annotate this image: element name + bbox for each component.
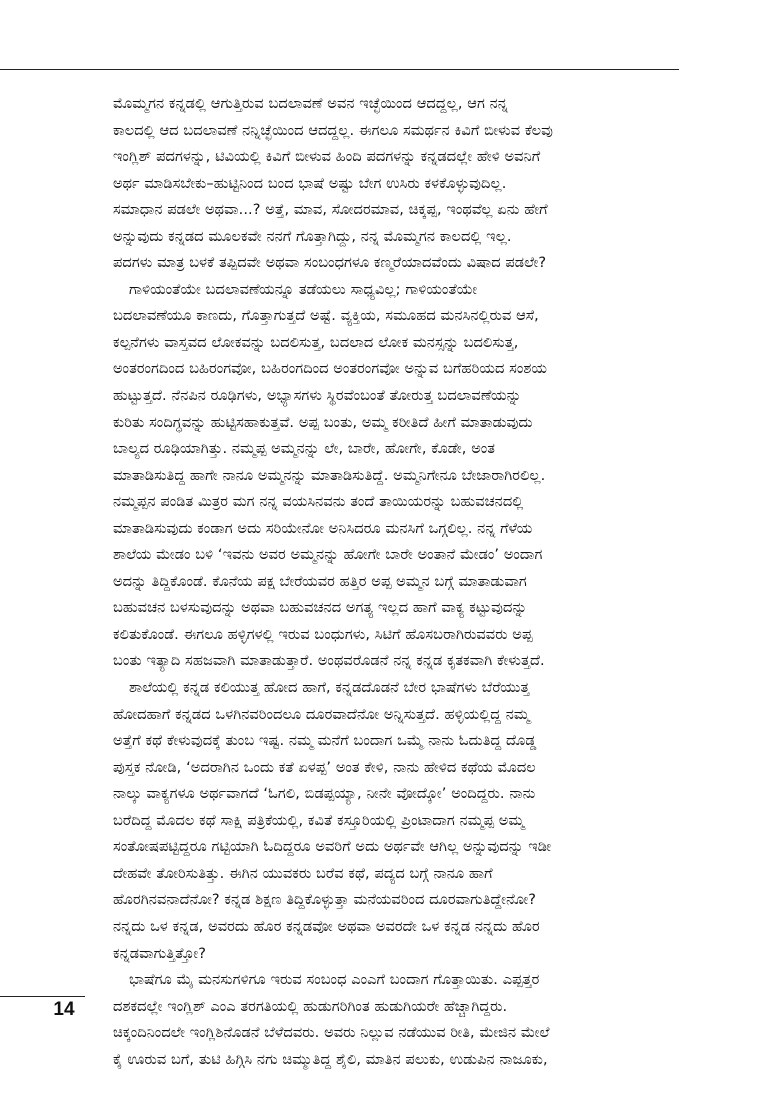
- text-line: ಪದಗಳು ಮಾತ್ರ ಬಳಕೆ ತಪ್ಪಿದವೇ ಅಥವಾ ಸಂಬಂಧಗಳೂ ಕಣ್ಮರೆಯಾದವೆಂದು ವಿಷಾದ ಪಡಲೇ?: [113, 255, 547, 272]
- text-line: ನಮ್ಮಪ್ಪನ ಪಂಡಿತ ಮಿತ್ರರ ಮಗ ನನ್ನ ವಯಸಿನವನು ತಂದೆ ತಾಯಿಯರನ್ನು ಬಹುವಚನದಲ್ಲಿ: [113, 494, 524, 511]
- text-line: ಅತ್ತೆಗೆ ಕಥೆ ಕೇಳುವುದಕ್ಕೆ ತುಂಬ ಇಷ್ಟ. ನಮ್ಮ ಮನೆಗೆ ಬಂದಾಗ ಒಮ್ಮೆ ನಾನು ಓದುತಿದ್ದ ದೊಡ್ಡ: [113, 733, 537, 750]
- text-line: ಬರೆದಿದ್ದ ಮೊದಲ ಕಥೆ ಸಾಕ್ಷಿ ಪತ್ರಿಕೆಯಲ್ಲಿ, ಕವಿತೆ ಕಸ್ತೂರಿಯಲ್ಲಿ ಪ್ರಿಂಟಾದಾಗ ನಮ್ಮಪ್ಪ ಅಮ್ಮ: [113, 812, 525, 829]
- text-line: ಮೊಮ್ಮಗನ ಕನ್ನಡಲ್ಲಿ ಆಗುತ್ತಿರುವ ಬದಲಾವಣೆ ಅವನ ಇಚ್ಛೆಯಿಂದ ಆದದ್ದಲ್ಲ, ಆಗ ನನ್ನ: [113, 96, 508, 112]
- text-line: ಕಲಿತುಕೊಂಡೆ. ಈಗಲೂ ಹಳ್ಳಿಗಳಲ್ಲಿ ಇರುವ ಬಂಧುಗಳು, ಸಿಟಿಗೆ ಹೊಸಬರಾಗಿರುವವರು ಅಪ್ಪ: [113, 626, 533, 643]
- text-line: ಕನ್ನಡವಾಗುತ್ತಿತ್ತೋ?: [113, 945, 207, 962]
- text-line: ಬಂತು ಇತ್ಯಾದಿ ಸಹಜವಾಗಿ ಮಾತಾಡುತ್ತಾರೆ. ಅಂಥವರೊಡನೆ ನನ್ನ ಕನ್ನಡ ಕೃತಕವಾಗಿ ಕೇಳುತ್ತದೆ.: [113, 653, 545, 670]
- text-line: ಅರ್ಥ ಮಾಡಿಸಬೇಕು–ಹುಟ್ಟಿನಿಂದ ಬಂದ ಭಾಷೆ ಅಷ್ಟು ಬೇಗ ಉಸಿರು ಕಳಕೊಳ್ಳುವುದಿಲ್ಲ.: [113, 175, 507, 192]
- text-line: ಪುಸ್ತಕ ನೋಡಿ, ‘ಅದರಾಗಿನ ಒಂದು ಕತೆ ಏಳಪ್ಪ’ ಅಂತ ಕೇಳಿ, ನಾನು ಹೇಳಿದ ಕಥೆಯ ಮೊದಲ: [113, 759, 536, 776]
- paragraph: [113, 91, 683, 277]
- text-line: ಹೋದಹಾಗೆ ಕನ್ನಡದ ಒಳಗಿನವರಿಂದಲೂ ದೂರವಾದೆನೋ ಅನ್ನಿಸುತ್ತದೆ. ಹಳ್ಳಿಯಲ್ಲಿದ್ದ ನಮ್ಮ: [113, 706, 530, 723]
- text-line: ದಶಕದಲ್ಲೇ ಇಂಗ್ಲಿಶ್ ಎಂಎ ತರಗತಿಯಲ್ಲಿ ಹುಡುಗರಿಗಿಂತ ಹುಡುಗಿಯರೇ ಹೆಚ್ಚಾಗಿದ್ದರು.: [113, 998, 508, 1015]
- text-line: ಮಾತಾಡಿಸುತಿದ್ದ ಹಾಗೇ ನಾನೂ ಅಮ್ಮನನ್ನು ಮಾತಾಡಿಸುತಿದ್ದೆ. ಅಮ್ಮನಿಗೇನೂ ಬೇಜಾರಾಗಿರಲಿಲ್ಲ.: [113, 467, 546, 484]
- text-line: ಸಂತೋಷಪಟ್ಟಿದ್ದರೂ ಗಟ್ಟಿಯಾಗಿ ಓದಿದ್ದರೂ ಅವರಿಗೆ ಅದು ಅರ್ಥವೇ ಆಗಿಲ್ಲ ಅನ್ನುವುದನ್ನು ಇಡೀ: [113, 839, 552, 856]
- text-line: ಬದಲಾವಣೆಯೂ ಕಾಣದು, ಗೊತ್ತಾಗುತ್ತದೆ ಅಷ್ಟೆ. ವ್ಯಕ್ತಿಯ, ಸಮೂಹದ ಮನಸಿನಲ್ಲಿರುವ ಆಸೆ,: [113, 308, 539, 325]
- text-line: ನಾಲ್ಕು ವಾಕ್ಯಗಳೂ ಅರ್ಥವಾಗದೆ ‘ಓಗಲಿ, ಬಿಡಪ್ಪಯ್ಯಾ, ನೀನೇ ವೋದ್ಕೋ’ ಅಂದಿದ್ದರು. ನಾನು: [113, 786, 536, 803]
- text-line: ಅದನ್ನು ತಿದ್ದಿಕೊಂಡೆ. ಕೊನೆಯ ಪಕ್ಷ ಬೇರೆಯವರ ಹತ್ತಿರ ಅಪ್ಪ ಅಮ್ಮನ ಬಗ್ಗೆ ಮಾತಾಡುವಾಗ: [113, 573, 527, 590]
- paragraph: [113, 277, 683, 675]
- text-line: ಚಿಕ್ಕಂದಿನಿಂದಲೇ ಇಂಗ್ಲಿಶಿನೊಡನೆ ಬೆಳೆದವರು. ಅವರು ನಿಲ್ಲುವ ನಡೆಯುವ ರೀತಿ, ಮೇಜಿನ ಮೇಲೆ: [113, 1025, 550, 1042]
- text-line: ಹೊರಗಿನವನಾದೆನೋ? ಕನ್ನಡ ಶಿಕ್ಷಣ ತಿದ್ದಿಕೊಳ್ಳುತ್ತಾ ಮನೆಯವರಿಂದ ದೂರವಾಗುತಿದ್ದೇನೋ?: [113, 892, 537, 909]
- text-line: ಬಹುವಚನ ಬಳಸುವುದನ್ನು ಅಥವಾ ಬಹುವಚನದ ಅಗತ್ಯ ಇಲ್ಲದ ಹಾಗೆ ವಾಕ್ಯ ಕಟ್ಟುವುದನ್ನು: [113, 600, 528, 617]
- page-number: 14: [53, 999, 75, 1020]
- text-line: ನನ್ನದು ಒಳ ಕನ್ನಡ, ಅವರದು ಹೊರ ಕನ್ನಡವೋ ಅಥವಾ ಅವರದೇ ಒಳ ಕನ್ನಡ ನನ್ನದು ಹೊರ: [113, 918, 540, 935]
- text-line: ದೇಹವೇ ತೋರಿಸುತಿತ್ತು. ಈಗಿನ ಯುವಕರು ಬರೆವ ಕಥೆ, ಪದ್ಯದ ಬಗ್ಗೆ ನಾನೂ ಹಾಗೆ: [113, 865, 493, 882]
- paragraph: [113, 675, 683, 967]
- text-line: ಸಮಾಧಾನ ಪಡಲೇ ಅಥವಾ...? ಅತ್ತೆ, ಮಾವ, ಸೋದರಮಾವ, ಚಿಕ್ಕಪ್ಪ, ಇಂಥವೆಲ್ಲ ಏನು ಹೇಗೆ: [113, 202, 548, 219]
- text-line: ಶಾಲೆಯ ಮೇಡಂ ಬಳಿ ‘ಇವನು ಅವರ ಅಮ್ಮನನ್ನು ಹೋಗೇ ಬಾರೇ ಅಂತಾನೆ ಮೇಡಂ’ ಅಂದಾಗ: [113, 547, 543, 564]
- text-line: ಬಾಲ್ಯದ ರೂಢಿಯಾಗಿತ್ತು. ನಮ್ಮಪ್ಪ ಅಮ್ಮನನ್ನು ಲೇ, ಬಾರೇ, ಹೋಗೇ, ಕೊಡೇ, ಅಂತ: [113, 441, 496, 458]
- text-line: ಕಾಲದಲ್ಲಿ ಆದ ಬದಲಾವಣೆ ನನ್ನಿಚ್ಛೆಯಿಂದ ಆದದ್ದಲ್ಲ. ಈಗಲೂ ಸಮರ್ಥನ ಕಿವಿಗೆ ಬೀಳುವ ಕೆಲವು: [113, 122, 553, 139]
- body-text: [113, 91, 683, 1073]
- text-line: ಕೈ ಊರುವ ಬಗೆ, ತುಟಿ ಹಿಗ್ಗಿಸಿ ನಗು ಚಿಮ್ಮುತಿದ್ದ ಶೈಲಿ, ಮಾತಿನ ಪಲುಕು, ಉಡುಪಿನ ನಾಜೂಕು,: [113, 1051, 548, 1068]
- text-line: ಶಾಲೆಯಲ್ಲಿ ಕನ್ನಡ ಕಲಿಯುತ್ತ ಹೋದ ಹಾಗೆ, ಕನ್ನಡದೊಡನೆ ಬೇರ ಭಾಷೆಗಳು ಬೆರೆಯುತ್ತ: [129, 680, 530, 697]
- text-line: ಗಾಳಿಯಂತೆಯೇ ಬದಲಾವಣೆಯನ್ನೂ ತಡೆಯಲು ಸಾಧ್ಯವಿಲ್ಲ; ಗಾಳಿಯಂತೆಯೇ: [129, 281, 478, 298]
- text-line: ಕುರಿತು ಸಂದಿಗ್ಧವನ್ನು ಹುಟ್ಟಿಸಹಾಕುತ್ತವೆ. ಅಪ್ಪ ಬಂತು, ಅಮ್ಮ ಕರೀತಿದೆ ಹೀಗೆ ಮಾತಾಡುವುದು: [113, 414, 533, 431]
- text-line: ಹುಟ್ಟುತ್ತದೆ. ನೆನಪಿನ ರೂಢಿಗಳು, ಅಭ್ಯಾಸಗಳು ಸ್ಥಿರವೆಂಬಂತೆ ತೋರುತ್ತ ಬದಲಾವಣೆಯನ್ನು: [113, 388, 522, 405]
- text-line: ಮಾತಾಡಿಸುವುದು ಕಂಡಾಗ ಅದು ಸರಿಯೇನೋ ಅನಿಸಿದರೂ ಮನಸಿಗೆ ಒಗ್ಗಲಿಲ್ಲ. ನನ್ನ ಗೆಳೆಯ: [113, 520, 533, 537]
- text-line: ಭಾಷೆಗೂ ಮೈ ಮನಸುಗಳಿಗೂ ಇರುವ ಸಂಬಂಧ ಎಂಎಗೆ ಬಂದಾಗ ಗೊತ್ತಾಯಿತು. ಎಪ್ಪತ್ತರ: [129, 972, 540, 989]
- paragraph: [113, 967, 683, 1073]
- top-rule: [0, 69, 679, 70]
- text-line: ಅನ್ನುವುದು ಕನ್ನಡದ ಮೂಲಕವೇ ನನಗೆ ಗೊತ್ತಾಗಿದ್ದು, ನನ್ನ ಮೊಮ್ಮಗನ ಕಾಲದಲ್ಲಿ ಇಲ್ಲ.: [113, 228, 512, 245]
- text-line: ಕಲ್ಪನೆಗಳು ವಾಸ್ತವದ ಲೋಕವನ್ನು ಬದಲಿಸುತ್ತ, ಬದಲಾದ ಲೋಕ ಮನಸ್ಸನ್ನು ಬದಲಿಸುತ್ತ,: [113, 334, 519, 351]
- text-line: ಅಂತರಂಗದಿಂದ ಬಹಿರಂಗವೋ, ಬಹಿರಂಗದಿಂದ ಅಂತರಂಗವೋ ಅನ್ನುವ ಬಗೆಹರಿಯದ ಸಂಶಯ: [113, 361, 548, 378]
- text-line: ಇಂಗ್ಲಿಶ್ ಪದಗಳನ್ನು, ಟಿವಿಯಲ್ಲಿ ಕಿವಿಗೆ ಬೀಳುವ ಹಿಂದಿ ಪದಗಳನ್ನು ಕನ್ನಡದಲ್ಲೇ ಹೇಳಿ ಅವನಿಗೆ: [113, 149, 541, 166]
